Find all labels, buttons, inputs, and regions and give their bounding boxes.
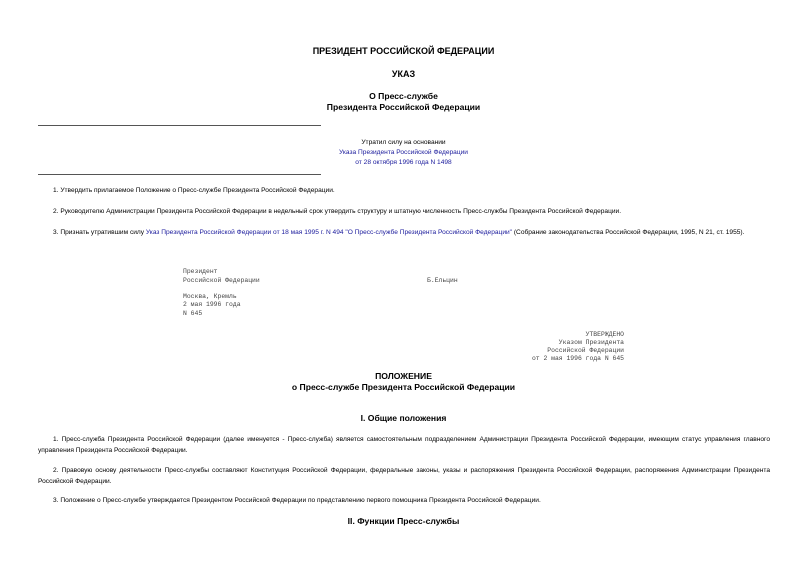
approval-line-2: Указом Президента: [558, 339, 624, 346]
document-type: УКАЗ: [391, 69, 416, 79]
decree-item-3: [38, 227, 770, 238]
section-2-heading: II. Функции Пресс-службы: [347, 516, 460, 526]
section-1-item-3: 3. Положение о Пресс-службе утверждается Президентом Российской Федерации по представлению первого помощника Президента Российской Федерации.: [53, 497, 541, 504]
notice-text: Утратил силу на основании: [361, 139, 446, 146]
repeal-decree-link-line-1[interactable]: Указа Президента Российской Федерации: [339, 149, 468, 156]
regulation-title: ПОЛОЖЕНИЕ: [375, 371, 432, 381]
notice-divider-top: [38, 125, 321, 126]
signature-place: Москва, Кремль: [183, 293, 237, 300]
decree-item-3-prefix: 3. Признать утратившим силу: [53, 229, 146, 236]
signature-date: 2 мая 1996 года: [183, 301, 241, 308]
repealed-decree-link[interactable]: Указ Президента Российской Федерации от 18 мая 1995 г. N 494 "О Пресс-службе Президента Российской Федерации": [145, 229, 513, 236]
decree-item-3-suffix: (Собрание законодательства Российской Федерации, 1995, N 21, ст. 1955).: [512, 229, 745, 236]
approval-line-3: Российской Федерации: [547, 347, 624, 354]
approval-line-1: УТВЕРЖДЕНО: [585, 331, 624, 338]
document-authority: ПРЕЗИДЕНТ РОССИЙСКОЙ ФЕДЕРАЦИИ: [312, 46, 495, 56]
signature-title-1: Президент: [183, 268, 218, 275]
repeal-decree-link[interactable]: [0, 148, 807, 158]
notice-divider-bottom: [38, 174, 321, 175]
document-subject-line-1: О Пресс-службе: [369, 91, 438, 101]
decree-item-2: 2. Руководителю Администрации Президента Российской Федерации в недельный срок утвердить структуру и штатную численность Пресс-службы Президента Российской Федерации.: [53, 208, 622, 215]
regulation-subtitle: о Пресс-службе Президента Российской Федерации: [291, 382, 516, 392]
section-1-item-1: 1. Пресс-служба Президента Российской Федерации (далее именуется - Пресс-служба) является самостоятельным подразделением Администрации Президента Российской Федерации, имеющим статус управления главного управления Президента Российской Федерации.: [38, 436, 770, 454]
decree-item-1: 1. Утвердить прилагаемое Положение о Пресс-службе Президента Российской Федерации.: [53, 187, 335, 194]
repeal-decree-link-line-2[interactable]: от 28 октября 1996 года N 1498: [355, 159, 452, 166]
repeal-decree-date[interactable]: [0, 158, 807, 168]
signature-number: N 645: [183, 310, 203, 317]
section-1-heading: I. Общие положения: [360, 413, 447, 423]
signature-name: Б.Ельцин: [427, 277, 458, 284]
section-1-item-2: 2. Правовую основу деятельности Пресс-службы составляют Конституция Российской Федерации, федеральные законы, указы и распоряжения Президента Российской Федерации, распоряжения Администрации Президента Российской Федерации.: [38, 467, 770, 485]
document-subject-line-2: Президента Российской Федерации: [326, 102, 481, 112]
approval-line-4: от 2 мая 1996 года N 645: [531, 355, 624, 362]
signature-title-2: Российской Федерации: [183, 277, 260, 284]
